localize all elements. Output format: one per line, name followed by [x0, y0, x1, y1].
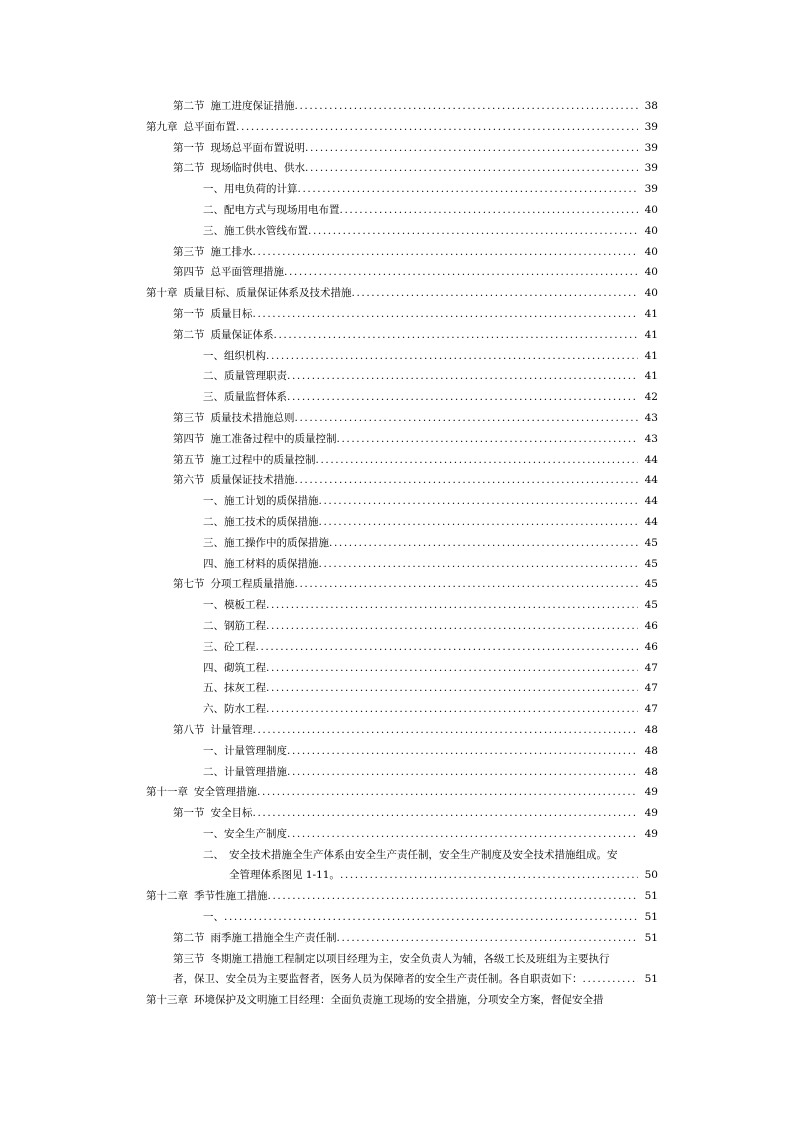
- toc-entry-number: 第十一章: [146, 786, 188, 799]
- toc-entry-page: 51: [644, 911, 658, 924]
- toc-entry-line: [203, 865, 658, 886]
- toc-leader-dots: [266, 346, 638, 367]
- toc-entry-title: 质量技术措施总则: [210, 411, 295, 424]
- toc-entry-page: 51: [644, 890, 658, 903]
- toc-entry-page: 43: [644, 411, 658, 424]
- toc-entry[interactable]: [146, 366, 658, 387]
- toc-entry[interactable]: [146, 907, 658, 928]
- toc-entry[interactable]: [146, 262, 658, 283]
- toc-leader-dots: [236, 117, 638, 138]
- toc-entry-title: 雨季施工措施全生产责任制: [210, 931, 337, 944]
- toc-entry-title: 用电负荷的计算: [224, 183, 298, 196]
- toc-entry-number: 一、: [203, 911, 224, 924]
- toc-entry-number: 二、: [203, 515, 224, 528]
- toc-entry-title: 质量目标: [210, 307, 253, 320]
- toc-entry-page: 51: [644, 973, 658, 986]
- toc-entry-number: 三、: [203, 536, 224, 549]
- toc-entry-title: 施工进度保证措施: [210, 100, 295, 112]
- toc-entry[interactable]: [146, 304, 658, 325]
- toc-leader-dots: [340, 865, 638, 886]
- toc-entry-page: 45: [644, 578, 658, 591]
- toc-entry[interactable]: [146, 450, 658, 471]
- toc-entry[interactable]: [146, 512, 658, 533]
- toc-entry-page: 40: [644, 266, 658, 279]
- toc-entry-title: 安全生产制度: [224, 827, 287, 840]
- toc-entry-page: 51: [644, 931, 658, 944]
- toc-leader-dots: [253, 803, 639, 824]
- toc-entry[interactable]: [146, 574, 658, 595]
- toc-entry-page: 44: [644, 515, 658, 528]
- toc-entry[interactable]: [146, 283, 658, 304]
- toc-entry-number: 一、: [203, 744, 224, 757]
- toc-entry-page: 49: [644, 827, 658, 840]
- toc-entry-title: 钢筋工程: [224, 619, 266, 632]
- toc-entry-page: 50: [644, 869, 658, 882]
- toc-entry-wrapped[interactable]: [146, 845, 658, 887]
- toc-entry[interactable]: [146, 803, 658, 824]
- toc-entry[interactable]: [146, 678, 658, 699]
- toc-entry-number: 四、: [203, 661, 224, 674]
- toc-entry-title: 质量管理职责: [224, 370, 287, 383]
- toc-entry[interactable]: [146, 554, 658, 575]
- toc-entry-number: 第十三章: [146, 994, 188, 1007]
- toc-leader-dots: [287, 366, 638, 387]
- toc-entry-number: 第四节: [173, 432, 205, 445]
- toc-entry[interactable]: [146, 200, 658, 221]
- toc-entry-number: 一、: [203, 599, 224, 612]
- toc-entry-title: 施工技术的质保措施: [224, 515, 319, 528]
- toc-entry-page: 41: [644, 307, 658, 320]
- toc-entry-number: 三、: [203, 224, 224, 237]
- toc-entry-title: 环境保护及文明施工目经理：全面负责施工现场的安全措施，分项安全方案，督促安全措: [194, 994, 604, 1007]
- toc-entry[interactable]: [146, 470, 658, 491]
- toc-entry[interactable]: [146, 824, 658, 845]
- toc-entry-page: 45: [644, 599, 658, 612]
- toc-entry-number: 二、: [203, 203, 224, 216]
- toc-entry-number: 二、: [203, 848, 224, 861]
- toc-entry[interactable]: [146, 325, 658, 346]
- toc-entry-wrapped[interactable]: [146, 949, 658, 991]
- toc-entry[interactable]: [146, 699, 658, 720]
- toc-entry[interactable]: [146, 595, 658, 616]
- toc-entry-page: 47: [644, 703, 658, 716]
- toc-entry[interactable]: [146, 782, 658, 803]
- toc-entry-page: 44: [644, 474, 658, 487]
- toc-entry-line: [203, 845, 658, 866]
- toc-entry-title: 现场总平面布置说明: [210, 141, 305, 154]
- toc-leader-dots: [266, 699, 638, 720]
- toc-entry-page: 40: [644, 287, 658, 300]
- toc-entry[interactable]: [146, 96, 658, 117]
- toc-entry[interactable]: [146, 346, 658, 367]
- toc-entry-number: 三、: [203, 391, 224, 404]
- toc-leader-dots: [340, 200, 639, 221]
- toc-entry-title-cont: 全管理体系图见 1-11。: [229, 869, 340, 882]
- toc-entry[interactable]: [146, 429, 658, 450]
- toc-entry-page: 40: [644, 203, 658, 216]
- toc-entry-page: 39: [644, 141, 658, 154]
- toc-entry-number: 第五节: [173, 453, 205, 466]
- toc-entry-title: 现场临时供电、供水: [210, 162, 305, 175]
- toc-entry-title: 施工计划的质保措施: [224, 495, 319, 508]
- toc-entry-title: 质量保证技术措施: [210, 474, 295, 487]
- toc-entry[interactable]: [146, 221, 658, 242]
- toc-entry-title: 冬期施工措施工程制定以项目经理为主，安全负责人为辅，各级工长及班组为主要执行: [210, 952, 610, 965]
- toc-leader-dots: [253, 720, 639, 741]
- toc-entry-number: 第三节: [173, 411, 205, 424]
- toc-entry-title: 总平面布置: [183, 120, 236, 133]
- toc-entry-number: 第七节: [173, 578, 205, 591]
- toc-entry-page: 48: [644, 723, 658, 736]
- toc-entry-number: 第二节: [173, 100, 205, 112]
- toc-entry[interactable]: [146, 408, 658, 429]
- toc-leader-dots: [287, 741, 638, 762]
- toc-entry-title: 抹灰工程: [224, 682, 266, 695]
- toc-entry-title: 组织机构: [224, 349, 266, 362]
- toc-leader-dots: [266, 595, 638, 616]
- toc-entry[interactable]: [146, 928, 658, 949]
- toc-entry-number: 第三节: [173, 245, 205, 258]
- toc-entry-page: 42: [644, 391, 658, 404]
- toc-entry-number: 一、: [203, 183, 224, 196]
- toc-leader-dots: [316, 450, 639, 471]
- toc-entry-number: 一、: [203, 349, 224, 362]
- toc-entry-title: 季节性施工措施: [194, 890, 268, 903]
- toc-entry-number: 第二节: [173, 931, 205, 944]
- toc-leader-dots: [287, 762, 638, 783]
- toc-entry-page: 40: [644, 224, 658, 237]
- toc-leader-dots: [319, 491, 639, 512]
- toc-entry-page: 39: [644, 183, 658, 196]
- toc-entry-page: 40: [644, 245, 658, 258]
- toc-entry-title: 施工供水管线布置: [224, 224, 308, 237]
- toc-entry-title: 防水工程: [224, 703, 266, 716]
- toc-entry-page: 45: [644, 557, 658, 570]
- toc-leader-dots: [274, 325, 639, 346]
- toc-entry-number: 第十章: [146, 287, 178, 300]
- toc-entry-number: 一、: [203, 495, 224, 508]
- toc-entry-page: 43: [644, 432, 658, 445]
- toc-entry[interactable]: [146, 491, 658, 512]
- toc-entry-page: 41: [644, 349, 658, 362]
- table-of-contents: [146, 96, 658, 1011]
- toc-entry-page: 47: [644, 661, 658, 674]
- toc-entry-number: 第八节: [173, 723, 205, 736]
- toc-entry-title: 安全目标: [210, 807, 253, 820]
- toc-entry-number: 第一节: [173, 807, 205, 820]
- toc-entry-page: 41: [644, 328, 658, 341]
- toc-entry[interactable]: [146, 637, 658, 658]
- toc-leader-dots: [284, 262, 638, 283]
- toc-entry-title: 砼工程: [224, 640, 256, 653]
- toc-entry-number: 第一节: [173, 307, 205, 320]
- toc-entry-page: 44: [644, 495, 658, 508]
- toc-leader-dots: [224, 907, 638, 928]
- toc-entry[interactable]: [146, 158, 658, 179]
- toc-entry-title: 安全技术措施全生产体系由安全生产责任制，安全生产制度及安全技术措施组成。安: [229, 848, 618, 861]
- toc-entry-number: 六、: [203, 703, 224, 716]
- toc-entry-title: 施工材料的质保措施: [224, 557, 319, 570]
- toc-entry[interactable]: [146, 720, 658, 741]
- toc-entry-number: 二、: [203, 619, 224, 632]
- toc-entry-title: 总平面管理措施: [210, 266, 284, 279]
- toc-entry-title: 计量管理制度: [224, 744, 287, 757]
- toc-leader-dots: [287, 824, 638, 845]
- toc-entry[interactable]: [146, 138, 658, 159]
- toc-leader-dots: [298, 179, 639, 200]
- toc-leader-dots: [268, 886, 639, 907]
- toc-entry-number: 第一节: [173, 141, 205, 154]
- toc-entry-number: 第二节: [173, 328, 205, 341]
- toc-entry-title: 施工过程中的质量控制: [210, 453, 316, 466]
- toc-entry-number: 三、: [203, 640, 224, 653]
- toc-entry-number: 第三节: [173, 952, 205, 965]
- toc-leader-dots: [337, 928, 639, 949]
- toc-entry[interactable]: [146, 242, 658, 263]
- toc-entry-page: 39: [644, 162, 658, 175]
- toc-entry-page: 39: [644, 120, 658, 133]
- toc-entry[interactable]: [146, 179, 658, 200]
- toc-entry-number: 四、: [203, 557, 224, 570]
- toc-entry-number: 第六节: [173, 474, 205, 487]
- toc-entry[interactable]: [146, 616, 658, 637]
- toc-entry-page: 41: [644, 370, 658, 383]
- toc-entry-number: 二、: [203, 765, 224, 778]
- toc-entry-title: 施工准备过程中的质量控制: [210, 432, 337, 445]
- toc-entry[interactable]: [146, 533, 658, 554]
- toc-entry-title: 施工操作中的质保措施: [224, 536, 329, 549]
- toc-entry-page: 48: [644, 744, 658, 757]
- toc-leader-dots: [266, 658, 638, 679]
- toc-entry-number: 第十二章: [146, 890, 188, 903]
- toc-leader-dots: [266, 616, 638, 637]
- toc-entry-page: 38: [644, 100, 658, 112]
- toc-entry[interactable]: [146, 387, 658, 408]
- toc-leader-dots: [305, 138, 638, 159]
- toc-leader-dots: [319, 554, 639, 575]
- toc-entry-line: [146, 949, 658, 970]
- toc-entry-title-cont: 者，保卫、安全员为主要监督者，医务人员为保障者的安全生产责任制。各自职责如下：: [173, 973, 583, 986]
- toc-leader-dots: [295, 574, 639, 595]
- toc-entry-number: 一、: [203, 827, 224, 840]
- toc-leader-dots: [295, 470, 639, 491]
- toc-entry-title: 质量保证体系: [210, 328, 274, 341]
- toc-leader-dots: [329, 533, 638, 554]
- toc-leader-dots: [295, 96, 639, 117]
- toc-entry[interactable]: [146, 117, 658, 138]
- toc-entry-title: 质量目标、质量保证体系及技术措施: [183, 287, 352, 300]
- toc-entry-number: 第四节: [173, 266, 205, 279]
- toc-entry-page: 47: [644, 682, 658, 695]
- toc-entry-title: 配电方式与现场用电布置: [224, 203, 340, 216]
- toc-entry-page: 49: [644, 786, 658, 799]
- toc-entry-page: 46: [644, 619, 658, 632]
- toc-leader-dots: [319, 512, 639, 533]
- toc-leader-dots: [337, 429, 639, 450]
- toc-entry[interactable]: [146, 762, 658, 783]
- toc-entry-title: 计量管理: [210, 723, 253, 736]
- toc-entry[interactable]: [146, 741, 658, 762]
- toc-entry-number: 五、: [203, 682, 224, 695]
- toc-entry[interactable]: [146, 886, 658, 907]
- toc-leader-dots: [253, 304, 639, 325]
- toc-entry-title: 砌筑工程: [224, 661, 266, 674]
- toc-leader-dots: [352, 283, 639, 304]
- toc-entry-title: 计量管理措施: [224, 765, 287, 778]
- toc-entry-number: 二、: [203, 370, 224, 383]
- toc-entry-title: 模板工程: [224, 599, 266, 612]
- toc-leader-dots: [257, 782, 638, 803]
- toc-leader-dots: [308, 221, 638, 242]
- toc-leader-dots: [305, 158, 638, 179]
- toc-leader-dots: [256, 637, 639, 658]
- toc-entry-title: 分项工程质量措施: [210, 578, 295, 591]
- toc-entry-page: 49: [644, 807, 658, 820]
- toc-entry-title: 安全管理措施: [194, 786, 257, 799]
- toc-entry-number: 第二节: [173, 162, 205, 175]
- toc-entry[interactable]: [146, 990, 658, 1011]
- toc-entry-title: 施工排水: [210, 245, 253, 258]
- toc-leader-dots: [287, 387, 638, 408]
- toc-entry-page: 45: [644, 536, 658, 549]
- toc-leader-dots: [266, 678, 638, 699]
- toc-entry-page: 48: [644, 765, 658, 778]
- toc-entry-page: 44: [644, 453, 658, 466]
- toc-entry-page: 46: [644, 640, 658, 653]
- toc-entry-line: [146, 969, 658, 990]
- toc-leader-dots: [583, 969, 639, 990]
- toc-entry[interactable]: [146, 658, 658, 679]
- toc-entry-title: 质量监督体系: [224, 391, 287, 404]
- toc-leader-dots: [253, 242, 639, 263]
- toc-leader-dots: [295, 408, 639, 429]
- toc-entry-number: 第九章: [146, 120, 178, 133]
